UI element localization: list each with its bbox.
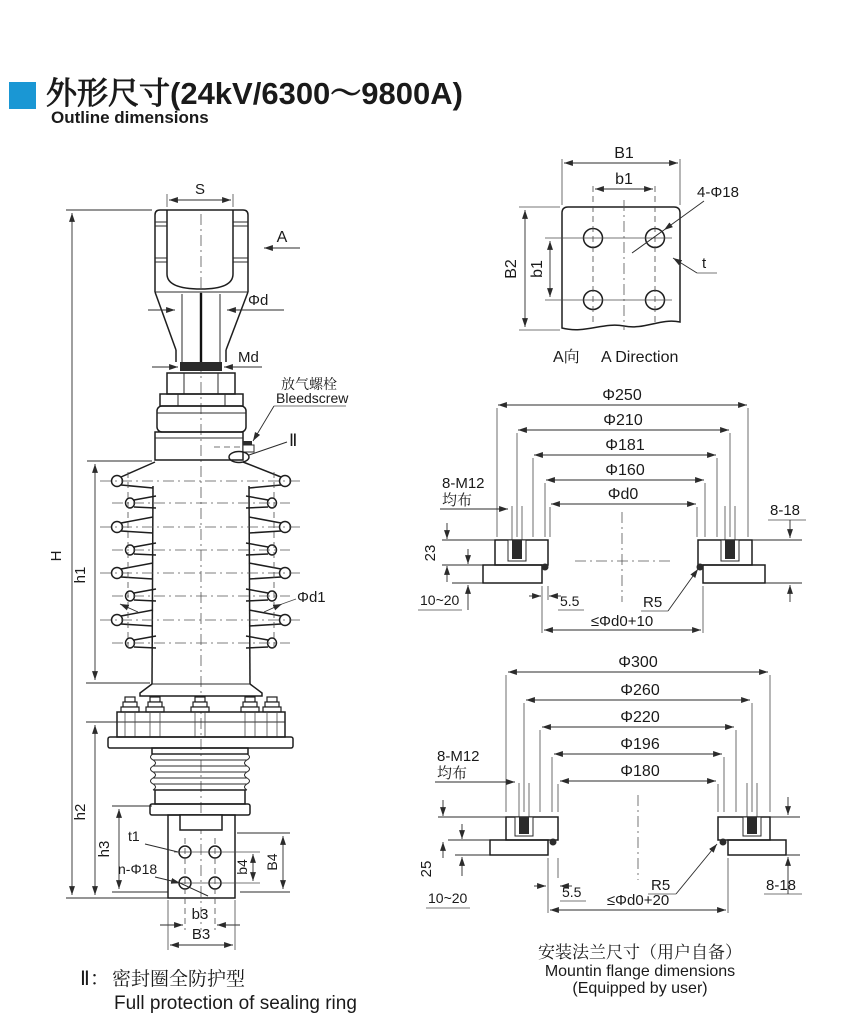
- thickness-25-label: 25: [418, 860, 435, 878]
- footnote-text-en: Full protection of sealing ring: [114, 993, 357, 1014]
- mounting-flange-caption-zh: 安装法兰尺寸（用户自备）: [538, 943, 742, 962]
- dim-B1-label: B1: [614, 145, 634, 162]
- fillet-R5-label: R5: [643, 594, 663, 611]
- dim-phi180-label: Φ180: [620, 763, 660, 780]
- dim-phid0-label: Φd0: [607, 486, 639, 503]
- dim-phi220-label: Φ220: [620, 709, 660, 726]
- plate-thickness-label: 10~20: [420, 592, 460, 608]
- plate-thickness-label: 10~20: [428, 890, 468, 906]
- footnote-text-zh: 密封圈全防护型: [112, 969, 246, 990]
- a-direction-view: [503, 145, 739, 366]
- dim-nphi18-label: n-Φ18: [118, 861, 158, 877]
- bushing-outline-drawing: [48, 181, 349, 950]
- dim-B3-label: B3: [191, 926, 211, 943]
- dim-h1-label: h1: [72, 566, 89, 584]
- seal-mark-label: Ⅱ: [289, 431, 298, 450]
- studs-label-line1: 8-M12: [442, 475, 485, 492]
- step-5-5-label: 5.5: [562, 884, 582, 900]
- dim-t-label: t: [702, 255, 707, 272]
- page-title: 外形尺寸(24kV/6300～9800A): [46, 76, 463, 111]
- page-subtitle: Outline dimensions: [51, 108, 209, 127]
- mounting-flange-caption-en2: (Equipped by user): [572, 980, 708, 997]
- studs-label-line1: 8-M12: [437, 748, 480, 765]
- studs-label-line2: 均布: [437, 765, 468, 782]
- dim-H-label: H: [48, 550, 65, 562]
- mounting-flange-caption-en1: Mountin flange dimensions: [544, 963, 736, 980]
- dim-phi300-label: Φ300: [618, 654, 658, 671]
- fillet-R5-label: R5: [651, 877, 671, 894]
- studs-label-line2: 均布: [442, 492, 473, 509]
- dim-b1-top-label: b1: [615, 171, 633, 188]
- bleedscrew-label-zh: 放气螺栓: [281, 376, 337, 392]
- opening-dim-label: ≤Φd0+20: [606, 892, 670, 909]
- dim-phi250-label: Φ250: [602, 387, 642, 404]
- step-5-5-label: 5.5: [560, 593, 580, 609]
- dim-B2-label: B2: [503, 259, 520, 279]
- dim-phi260-label: Φ260: [620, 682, 660, 699]
- upper-flange-section: [418, 387, 806, 633]
- dim-B4-label: B4: [264, 853, 280, 871]
- a-direction-caption-zh: A向: [553, 349, 580, 366]
- dim-phi210-label: Φ210: [603, 412, 643, 429]
- dim-phi160-label: Φ160: [605, 462, 645, 479]
- footnote: [80, 968, 357, 1014]
- lower-flange-section: [418, 654, 802, 997]
- dim-b3-label: b3: [191, 906, 209, 923]
- footnote-mark: Ⅱ：: [80, 968, 110, 990]
- opening-dim-label: ≤Φd0+10: [590, 613, 654, 630]
- dim-phid-label: Φd: [248, 292, 269, 309]
- dim-Md-label: Md: [238, 349, 259, 366]
- dim-b1-side-label: b1: [529, 260, 546, 278]
- dim-h3-label: h3: [96, 840, 113, 858]
- dim-phi196-label: Φ196: [620, 736, 660, 753]
- dim-4phi18-label: 4-Φ18: [697, 184, 739, 201]
- holes-8-18-label: 8-18: [770, 502, 801, 519]
- dim-phid1-label: Φd1: [297, 589, 326, 606]
- dim-A-view-label: A: [276, 229, 288, 246]
- thickness-23-label: 23: [422, 544, 439, 562]
- dim-S-label: S: [194, 181, 206, 198]
- dim-h2-label: h2: [72, 803, 89, 821]
- dim-b4-label: b4: [234, 859, 250, 875]
- bleedscrew-label-en: Bleedscrew: [276, 390, 349, 406]
- dim-t1-label: t1: [128, 828, 140, 844]
- dim-phi181-label: Φ181: [605, 437, 645, 454]
- a-direction-caption-en: A Direction: [601, 349, 679, 366]
- holes-8-18-label: 8-18: [766, 877, 797, 894]
